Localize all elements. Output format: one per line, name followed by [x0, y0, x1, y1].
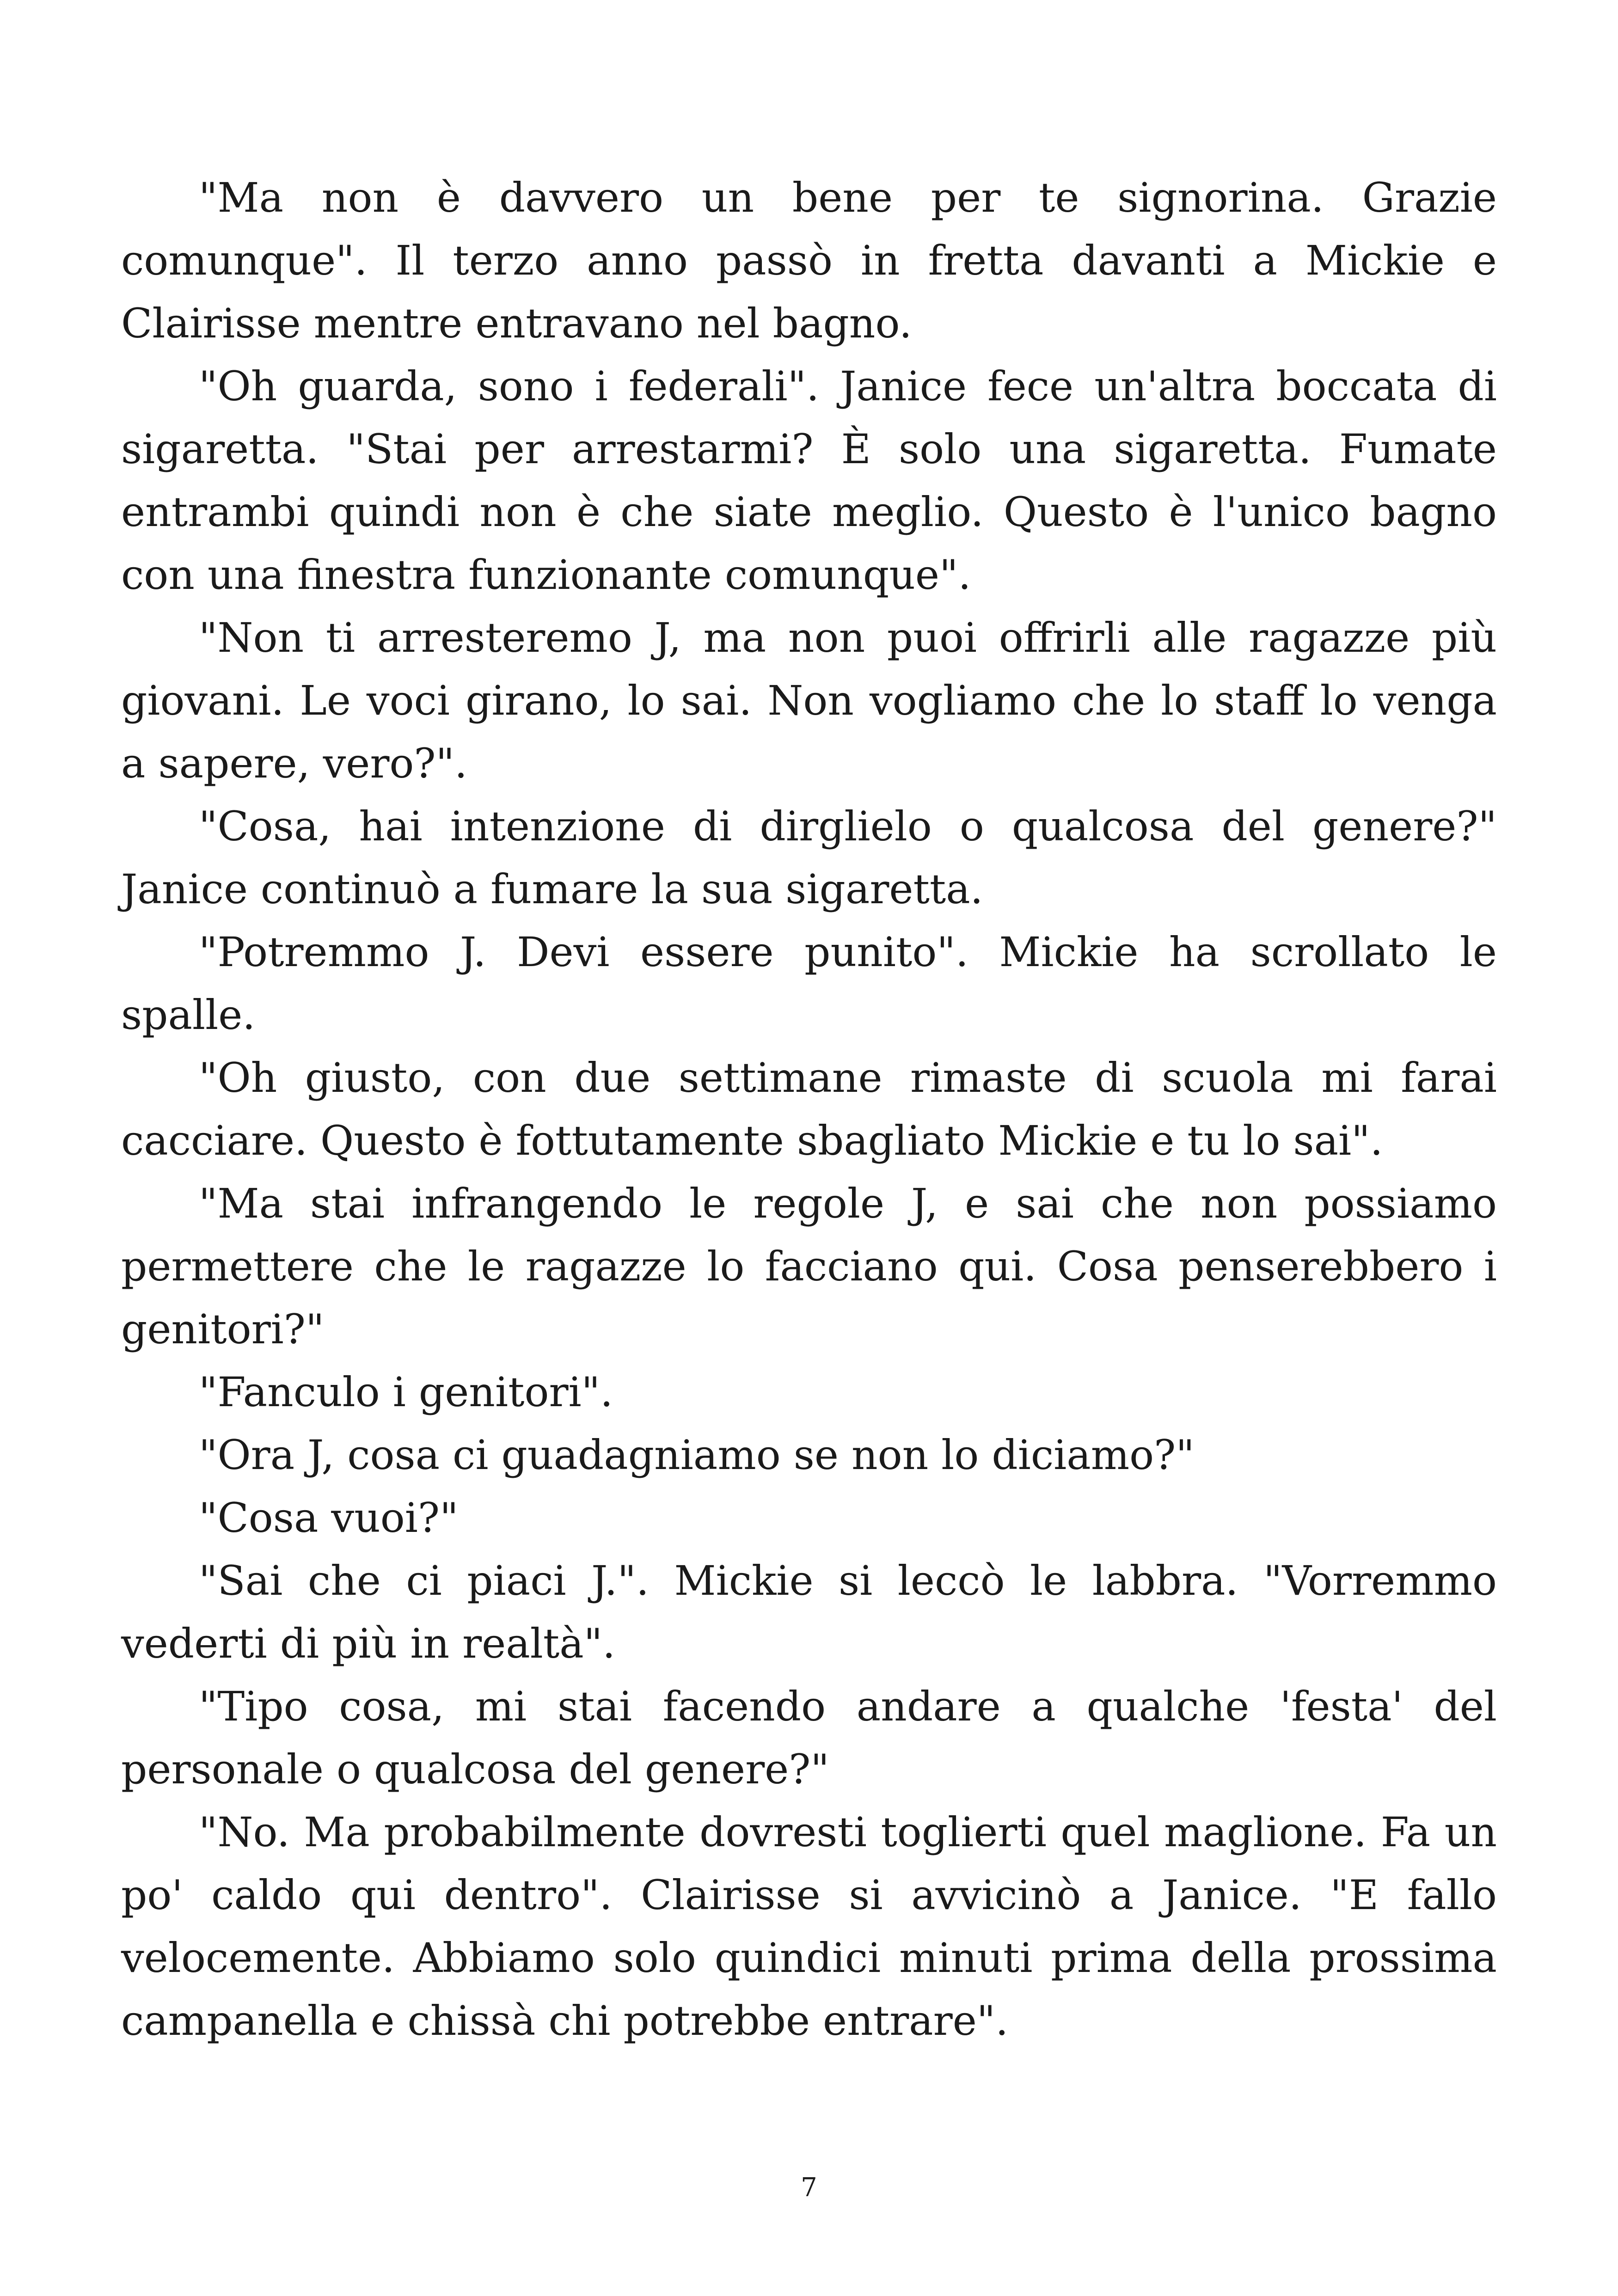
paragraph: "Fanculo i genitori".: [199, 1368, 613, 1416]
paragraph: "Oh guarda, sono i federali". Janice fece un'altra boccata di sigaretta. "Stai per arrestarmi? È solo una sigaretta. Fumate entrambi quindi non è che siate meglio. Questo è l'unico bagno con una finestra funzionante comunque".: [121, 362, 1497, 599]
paragraph: "Ma non è davvero un bene per te signorina. Grazie comunque". Il terzo anno passò in fretta davanti a Mickie e Clairisse mentre entravano nel bagno.: [121, 174, 1497, 347]
paragraph: "Ora J, cosa ci guadagniamo se non lo diciamo?": [199, 1431, 1195, 1479]
paragraph: "Oh giusto, con due settimane rimaste di scuola mi farai cacciare. Questo è fottutamente sbagliato Mickie e tu lo sai".: [121, 1054, 1497, 1164]
paragraph: "Tipo cosa, mi stai facendo andare a qualche 'festa' del personale o qualcosa del genere?": [121, 1683, 1497, 1793]
paragraph: "Cosa, hai intenzione di dirglielo o qualcosa del genere?" Janice continuò a fumare la sua sigaretta.: [121, 802, 1497, 913]
paragraph: "No. Ma probabilmente dovresti toglierti quel maglione. Fa un po' caldo qui dentro". Clairisse si avvicinò a Janice. "E fallo velocemente. Abbiamo solo quindici minuti prima della prossima campanella e chissà chi potrebbe entrare".: [121, 1808, 1497, 2045]
paragraph: "Ma stai infrangendo le regole J, e sai che non possiamo permettere che le ragazze lo facciano qui. Cosa penserebbero i genitori?": [121, 1180, 1497, 1353]
paragraph: "Potremmo J. Devi essere punito". Mickie ha scrollato le spalle.: [121, 928, 1497, 1039]
paragraph: "Cosa vuoi?": [199, 1494, 459, 1542]
paragraph: "Non ti arresteremo J, ma non puoi offrirli alle ragazze più giovani. Le voci girano, lo sai. Non vogliamo che lo staff lo venga a sapere, vero?".: [121, 614, 1497, 787]
page-number: 7: [801, 2173, 817, 2203]
body-text: [121, 166, 1497, 2052]
paragraph: "Sai che ci piaci J.". Mickie si leccò le labbra. "Vorremmo vederti di più in realtà".: [121, 1557, 1497, 1667]
